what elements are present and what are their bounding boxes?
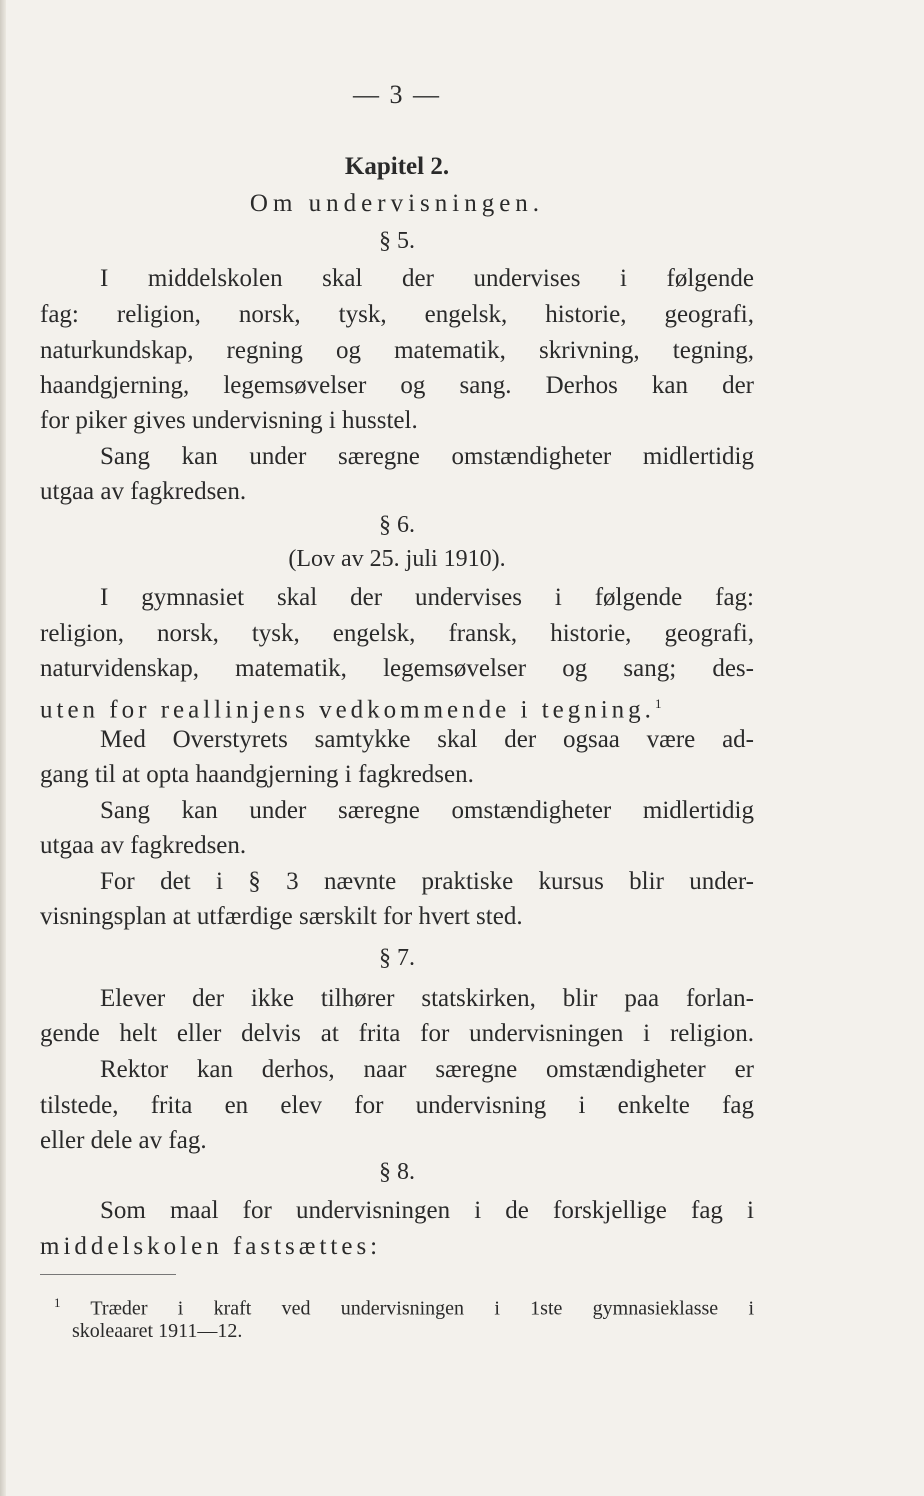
- section-6-law-reference: (Lov av 25. juli 1910).: [288, 546, 506, 572]
- section-6-line-10: visningsplan at utfærdige særskilt for hvert sted.: [40, 903, 523, 930]
- page-number: — 3 —: [353, 80, 441, 109]
- section-6-line-4: [40, 687, 754, 727]
- section-5-line-7: utgaa av fagkredsen.: [40, 478, 247, 505]
- footnote-reference: 1: [654, 696, 666, 711]
- section-6-line-7: Sang kan under særegne omstændigheter midlertidig: [100, 797, 754, 824]
- section-5-heading: § 5.: [379, 228, 415, 254]
- section-5-line-2: fag: religion, norsk, tysk, engelsk, historie, geografi,: [40, 301, 754, 328]
- section-7-line-1: Elever der ikke tilhører statskirken, blir paa forlan-: [100, 985, 754, 1012]
- section-5-line-6: Sang kan under særegne omstændigheter midlertidig: [100, 443, 754, 470]
- section-5-line-1: I middelskolen skal der undervises i følgende: [100, 265, 754, 292]
- footnote-rule: [40, 1274, 176, 1275]
- section-7-line-2: gende helt eller delvis at frita for undervisningen i religion.: [40, 1020, 754, 1047]
- section-6-line-3: naturvidenskap, matematik, legemsøvelser og sang; des-: [40, 655, 754, 682]
- section-6-line-6: gang til at opta haandgjerning i fagkredsen.: [40, 761, 474, 788]
- chapter-subtitle: Om undervisningen.: [249, 190, 545, 217]
- section-8-heading: § 8.: [379, 1159, 415, 1185]
- section-6-line-4-text: uten for reallinjens vedkommende i tegning.: [40, 696, 655, 724]
- section-5-line-3: naturkundskap, regning og matematik, skrivning, tegning,: [40, 337, 754, 364]
- chapter-title: Kapitel 2.: [344, 153, 450, 180]
- section-6-line-1: I gymnasiet skal der undervises i følgende fag:: [100, 584, 754, 611]
- footnote-line-2: skoleaaret 1911—12.: [72, 1320, 243, 1342]
- page-edge: [0, 0, 6, 1496]
- footnote-mark: 1: [54, 1295, 61, 1310]
- section-7-line-5: eller dele av fag.: [40, 1127, 207, 1154]
- section-6-line-2: religion, norsk, tysk, engelsk, fransk, historie, geografi,: [40, 620, 754, 647]
- section-7-heading: § 7.: [379, 945, 415, 971]
- section-6-line-5: Med Overstyrets samtykke skal der ogsaa være ad-: [100, 726, 754, 753]
- footnote-line-1-text: Træder i kraft ved undervisningen i 1ste gymnasieklasse i: [90, 1297, 755, 1320]
- section-5-line-5: for piker gives undervisning i husstel.: [40, 407, 418, 434]
- section-7-line-4: tilstede, frita en elev for undervisning i enkelte fag: [40, 1092, 754, 1119]
- section-8-line-1: Som maal for undervisningen i de forskjellige fag i: [100, 1197, 754, 1224]
- section-6-line-8: utgaa av fagkredsen.: [40, 832, 247, 859]
- section-6-heading: § 6.: [379, 512, 415, 538]
- section-7-line-3: Rektor kan derhos, naar særegne omstændigheter er: [100, 1056, 754, 1083]
- section-5-line-4: haandgjerning, legemsøvelser og sang. Derhos kan der: [40, 372, 754, 399]
- section-8-line-2: middelskolen fastsættes:: [40, 1233, 382, 1260]
- section-6-line-9: For det i § 3 nævnte praktiske kursus blir under-: [100, 868, 754, 895]
